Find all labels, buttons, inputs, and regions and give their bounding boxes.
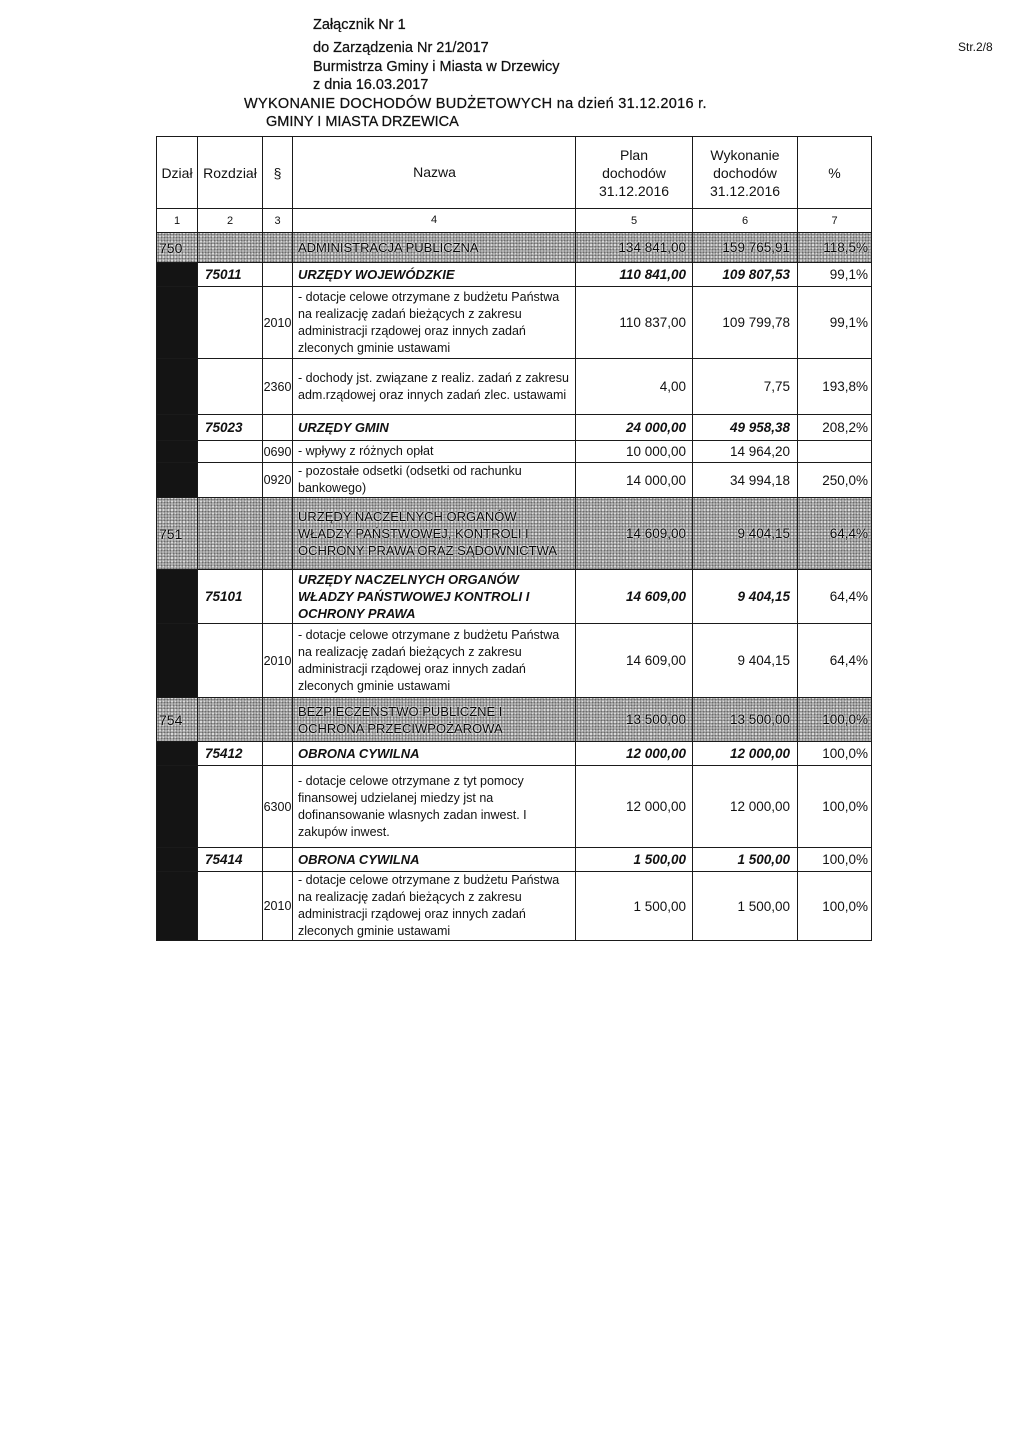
execution-cell: 9 404,15 [693, 498, 798, 569]
execution-cell: 109 807,53 [693, 263, 798, 286]
paragraf-cell: 2010 [263, 872, 293, 940]
percent-cell: 250,0% [798, 463, 872, 497]
column-number: 7 [798, 209, 872, 232]
dzial-cell [157, 463, 198, 497]
percent-cell: 193,8% [798, 359, 872, 414]
percent-cell: 99,1% [798, 287, 872, 358]
execution-cell: 49 958,38 [693, 415, 798, 440]
chapter-row [157, 570, 872, 624]
column-number: 3 [263, 209, 293, 232]
column-number-row [157, 209, 872, 233]
header-plan [576, 137, 693, 208]
dzial-cell [157, 287, 198, 358]
percent-cell: 100,0% [798, 698, 872, 741]
plan-cell: 4,00 [576, 359, 693, 414]
percent-cell: 208,2% [798, 415, 872, 440]
plan-cell: 110 837,00 [576, 287, 693, 358]
plan-cell: 1 500,00 [576, 848, 693, 871]
execution-cell: 9 404,15 [693, 570, 798, 623]
name-cell: URZĘDY NACZELNYCH ORGANÓW WŁADZY PAŃSTWOWEJ KONTROLI I OCHRONY PRAWA [293, 570, 576, 623]
rozdzial-cell [198, 766, 263, 847]
header-plan-line: Plan [619, 146, 649, 163]
section-row [157, 233, 872, 263]
rozdzial-cell [198, 441, 263, 462]
execution-cell: 12 000,00 [693, 742, 798, 765]
name-cell: - dotacje celowe otrzymane z budżetu Państwa na realizację zadań bieżących z zakresu administracji rządowej oraz innych zadań zleconych gminie ustawami [293, 624, 576, 697]
paragraf-cell: 2010 [263, 624, 293, 697]
plan-cell: 14 000,00 [576, 463, 693, 497]
table-body [157, 233, 872, 941]
rozdzial-cell [198, 624, 263, 697]
dzial-cell: 750 [157, 233, 198, 262]
plan-cell: 14 609,00 [576, 570, 693, 623]
rozdzial-cell: 75101 [198, 570, 263, 623]
name-cell: OBRONA CYWILNA [293, 742, 576, 765]
plan-cell: 13 500,00 [576, 698, 693, 741]
name-cell: ADMINISTRACJA PUBLICZNA [293, 233, 576, 262]
paragraf-cell: 6300 [263, 766, 293, 847]
name-cell: - dochody jst. związane z realiz. zadań z zakresu adm.rządowej oraz innych zadań zlec. ustawami [293, 359, 576, 414]
header-wykonanie-line: 31.12.2016 [709, 182, 781, 199]
plan-cell: 10 000,00 [576, 441, 693, 462]
plan-cell: 1 500,00 [576, 872, 693, 940]
paragraph-row [157, 872, 872, 941]
plan-cell: 12 000,00 [576, 766, 693, 847]
attachment-label: Załącznik Nr 1 [313, 17, 406, 33]
section-row [157, 698, 872, 742]
name-cell: - dotacje celowe otrzymane z budżetu Państwa na realizację zadań bieżących z zakresu administracji rządowej oraz innych zadań zleconych gminie ustawami [293, 872, 576, 940]
execution-cell: 1 500,00 [693, 872, 798, 940]
percent-cell: 99,1% [798, 263, 872, 286]
paragraf-cell [263, 498, 293, 569]
paragraf-cell [263, 233, 293, 262]
column-number: 1 [157, 209, 198, 232]
name-cell: - wpływy z różnych opłat [293, 441, 576, 462]
table-header-row [157, 137, 872, 209]
budget-table [156, 136, 872, 941]
rozdzial-cell [198, 463, 263, 497]
execution-cell: 12 000,00 [693, 766, 798, 847]
paragraf-cell [263, 263, 293, 286]
rozdzial-cell: 75011 [198, 263, 263, 286]
regulation-label: do Zarządzenia Nr 21/2017 [313, 40, 489, 56]
plan-cell: 24 000,00 [576, 415, 693, 440]
name-cell: URZĘDY GMIN [293, 415, 576, 440]
rozdzial-cell: 75412 [198, 742, 263, 765]
name-cell: BEZPIECZEŃSTWO PUBLICZNE I OCHRONA PRZECIWPOŻAROWA [293, 698, 576, 741]
dzial-cell [157, 263, 198, 286]
paragraph-row [157, 463, 872, 498]
column-number: 5 [576, 209, 693, 232]
header-wykonanie [693, 137, 798, 208]
chapter-row [157, 415, 872, 441]
paragraf-cell [263, 570, 293, 623]
percent-cell: 64,4% [798, 624, 872, 697]
execution-cell: 7,75 [693, 359, 798, 414]
name-cell: URZĘDY WOJEWÓDZKIE [293, 263, 576, 286]
chapter-row [157, 848, 872, 872]
dzial-cell [157, 441, 198, 462]
plan-cell: 134 841,00 [576, 233, 693, 262]
chapter-row [157, 742, 872, 766]
header-plan-line: 31.12.2016 [598, 182, 670, 199]
dzial-cell [157, 624, 198, 697]
rozdzial-cell: 75414 [198, 848, 263, 871]
plan-cell: 12 000,00 [576, 742, 693, 765]
rozdzial-cell [198, 872, 263, 940]
issuer-label: Burmistrza Gminy i Miasta w Drzewicy [313, 59, 560, 75]
paragraf-cell: 0690 [263, 441, 293, 462]
paragraf-cell [263, 698, 293, 741]
header-nazwa: Nazwa [293, 137, 576, 208]
execution-cell: 159 765,91 [693, 233, 798, 262]
name-cell: URZĘDY NACZELNYCH ORGANÓW WŁADZY PAŃSTWOWEJ, KONTROLI I OCHRONY PRAWA ORAZ SĄDOWNICTWA [293, 498, 576, 569]
execution-cell: 1 500,00 [693, 848, 798, 871]
column-number: 6 [693, 209, 798, 232]
dzial-cell [157, 359, 198, 414]
name-cell: - pozostałe odsetki (odsetki od rachunku bankowego) [293, 463, 576, 497]
percent-cell [798, 441, 872, 462]
percent-cell: 118,5% [798, 233, 872, 262]
paragraph-row [157, 287, 872, 359]
dzial-cell: 751 [157, 498, 198, 569]
paragraf-cell: 2010 [263, 287, 293, 358]
percent-cell: 100,0% [798, 742, 872, 765]
dzial-cell [157, 766, 198, 847]
page-number: Str.2/8 [958, 40, 993, 54]
paragraf-cell [263, 415, 293, 440]
rozdzial-cell: 75023 [198, 415, 263, 440]
execution-cell: 34 994,18 [693, 463, 798, 497]
rozdzial-cell [198, 498, 263, 569]
rozdzial-cell [198, 359, 263, 414]
header-rozdzial: Rozdział [198, 137, 263, 208]
rozdzial-cell [198, 287, 263, 358]
dzial-cell [157, 415, 198, 440]
plan-cell: 110 841,00 [576, 263, 693, 286]
column-number: 2 [198, 209, 263, 232]
date-label: z dnia 16.03.2017 [313, 77, 429, 93]
paragraf-cell: 0920 [263, 463, 293, 497]
name-cell: - dotacje celowe otrzymane z tyt pomocy finansowej udzielanej miedzy jst na dofinansowanie wlasnych zadan inwest. I zakupów inwest. [293, 766, 576, 847]
rozdzial-cell [198, 698, 263, 741]
execution-cell: 109 799,78 [693, 287, 798, 358]
percent-cell: 100,0% [798, 872, 872, 940]
execution-cell: 9 404,15 [693, 624, 798, 697]
paragraph-row [157, 441, 872, 463]
percent-cell: 64,4% [798, 570, 872, 623]
header-procent: % [798, 137, 872, 208]
percent-cell: 100,0% [798, 766, 872, 847]
dzial-cell [157, 570, 198, 623]
name-cell: OBRONA CYWILNA [293, 848, 576, 871]
header-wykonanie-line: Wykonanie [710, 146, 780, 163]
paragraph-row [157, 359, 872, 415]
paragraf-cell [263, 848, 293, 871]
dzial-cell [157, 848, 198, 871]
dzial-cell [157, 742, 198, 765]
header-plan-line: dochodów [602, 164, 666, 181]
name-cell: - dotacje celowe otrzymane z budżetu Państwa na realizację zadań bieżących z zakresu administracji rządowej oraz innych zadań zleconych gminie ustawami [293, 287, 576, 358]
paragraf-cell [263, 742, 293, 765]
dzial-cell [157, 872, 198, 940]
paragraph-row [157, 624, 872, 698]
header-paragraf: § [263, 137, 293, 208]
percent-cell: 64,4% [798, 498, 872, 569]
column-number: 4 [293, 209, 576, 232]
section-row [157, 498, 872, 570]
dzial-cell: 754 [157, 698, 198, 741]
header-dzial: Dział [157, 137, 198, 208]
rozdzial-cell [198, 233, 263, 262]
document-title: WYKONANIE DOCHODÓW BUDŻETOWYCH na dzień 31.12.2016 r. [244, 96, 707, 112]
percent-cell: 100,0% [798, 848, 872, 871]
execution-cell: 13 500,00 [693, 698, 798, 741]
paragraph-row [157, 766, 872, 848]
document-subtitle: GMINY I MIASTA DRZEWICA [266, 114, 459, 130]
plan-cell: 14 609,00 [576, 498, 693, 569]
execution-cell: 14 964,20 [693, 441, 798, 462]
chapter-row [157, 263, 872, 287]
paragraf-cell: 2360 [263, 359, 293, 414]
header-wykonanie-line: dochodów [713, 164, 777, 181]
plan-cell: 14 609,00 [576, 624, 693, 697]
